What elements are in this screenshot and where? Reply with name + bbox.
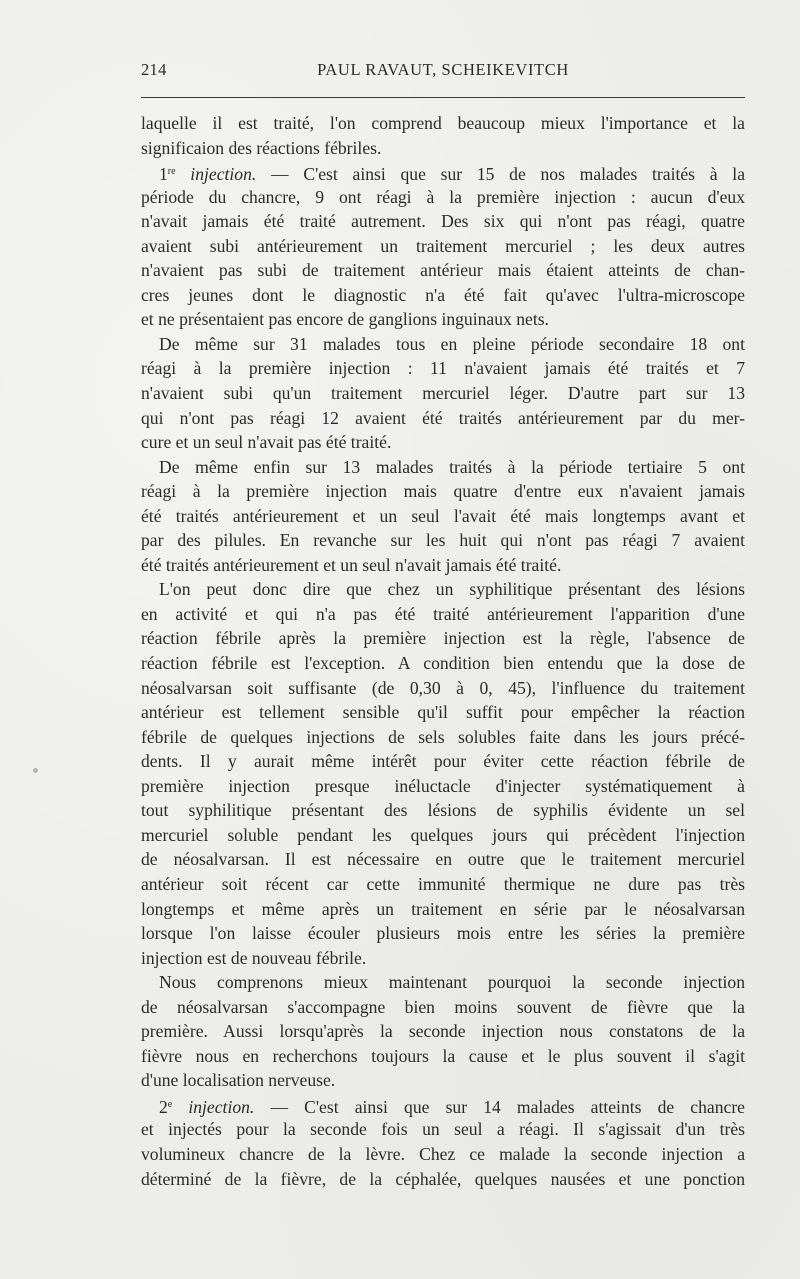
text-line [141,160,745,185]
ordinal-suffix: re [167,166,176,178]
running-title: PAUL RAVAUT, SCHEIKEVITCH [317,60,569,79]
text-line: cres jeunes dont le diagnostic n'a été fait qu'avec l'ultra-microscope [141,284,745,305]
text-line: été traités antérieurement et un seul n'avait jamais été traité. [141,554,562,575]
text-line: dents. Il y aurait même intérêt pour éviter cette réaction fébrile de [141,751,745,772]
body-text [141,111,745,1191]
text-line: réagi à la première injection mais quatre d'entre eux n'avaient jamais [141,481,745,502]
text-line: qui n'ont pas réagi 12 avaient été traités antérieurement par du mer- [141,407,745,428]
section-number: 2 [159,1096,168,1117]
text-line: n'avait jamais été traité autrement. Des six qui n'ont pas réagi, quatre [141,211,745,232]
text-line: L'on peut donc dire que chez un syphilitique présentant des lésions [159,579,745,600]
text-line: première injection presque inéluctacle d'injecter systématiquement à [141,775,745,796]
text-line: d'une localisation nerveuse. [141,1070,336,1091]
text-line: et ne présentaient pas encore de ganglions inguinaux nets. [141,309,549,330]
text-line: laquelle il est traité, l'on comprend beaucoup mieux l'importance et la [141,113,745,133]
text-line [141,1093,745,1118]
text-line: première. Aussi lorsqu'après la seconde injection nous constatons de la [141,1021,745,1042]
text-line: lorsque l'on laisse écouler plusieurs mois entre les séries la première [141,923,745,944]
text-line: de néosalvarsan s'accompagne bien moins souvent de fièvre que la [141,996,745,1017]
header-rule [141,97,745,98]
text-line: fièvre nous en recherchons toujours la cause et le plus souvent il s'agit [141,1045,745,1066]
text-line: été traités antérieurement et un seul l'avait été mais longtemps avant et [141,505,745,526]
section-label: injection. [175,164,257,185]
text-line: De même sur 31 malades tous en pleine période secondaire 18 ont [159,333,745,354]
text-line: injection est de nouveau fébrile. [141,947,367,968]
text-line: et injectés pour la seconde fois un seul a réagi. Il s'agissait d'un très [141,1119,745,1140]
section-text: — C'est ainsi que sur 14 malades atteints de chancre [254,1096,745,1117]
text-line: réaction fébrile après la première injection est la règle, l'absence de [141,628,745,649]
text-line: antérieur est tellement sensible qu'il suffit pour empêcher la réaction [141,702,745,723]
text-line: volumineux chancre de la lèvre. Chez ce malade la seconde injection a [141,1143,745,1164]
text-line: par des pilules. En revanche sur les huit qui n'ont pas réagi 7 avaient [141,530,745,551]
ordinal-suffix: e [167,1098,173,1110]
text-line: tout syphilitique présentant des lésions de syphilis évidente un sel [141,800,745,821]
text-line: significaion des réactions fébriles. [141,137,382,158]
text-line: longtemps et même après un traitement en série par le néosalvarsan [141,898,745,919]
text-line: déterminé de la fièvre, de la céphalée, quelques nausées et une ponction [141,1168,745,1189]
text-line: avaient subi antérieurement un traitement mercuriel ; les deux autres [141,235,745,256]
paper-speck [33,768,38,773]
text-line: Nous comprenons mieux maintenant pourquoi la seconde injection [159,972,745,993]
text-line: en activité et qui n'a pas été traité antérieurement l'apparition d'une [141,603,745,624]
text-line: De même enfin sur 13 malades traités à la période tertiaire 5 ont [159,456,745,477]
text-line: cure et un seul n'avait pas été traité. [141,432,392,453]
text-line: réagi à la première injection : 11 n'avaient jamais été traités et 7 [141,358,745,379]
text-line: n'avaient pas subi de traitement antérieur mais étaient atteints de chan- [141,260,745,281]
text-line: n'avaient subi qu'un traitement mercuriel léger. D'autre part sur 13 [141,383,745,404]
running-head [141,60,745,86]
section-text: — C'est ainsi que sur 15 de nos malades traités à la [256,164,745,185]
text-line: période du chancre, 9 ont réagi à la première injection : aucun d'eux [141,186,745,207]
text-line: réaction fébrile est l'exception. A condition bien entendu que la dose de [141,653,745,674]
text-line: néosalvarsan soit suffisante (de 0,30 à 0, 45), l'influence du traitement [141,677,745,698]
text-line: de néosalvarsan. Il est nécessaire en outre que le traitement mercuriel [141,849,745,870]
section-label: injection. [172,1096,255,1117]
page-number: 214 [141,60,167,79]
text-line: mercuriel soluble pendant les quelques jours qui précèdent l'injection [141,824,745,845]
text-line: fébrile de quelques injections de sels solubles faite dans les jours précé- [141,726,745,747]
text-line: antérieur soit récent car cette immunité thermique ne dure pas très [141,873,745,894]
section-number: 1 [159,164,168,185]
